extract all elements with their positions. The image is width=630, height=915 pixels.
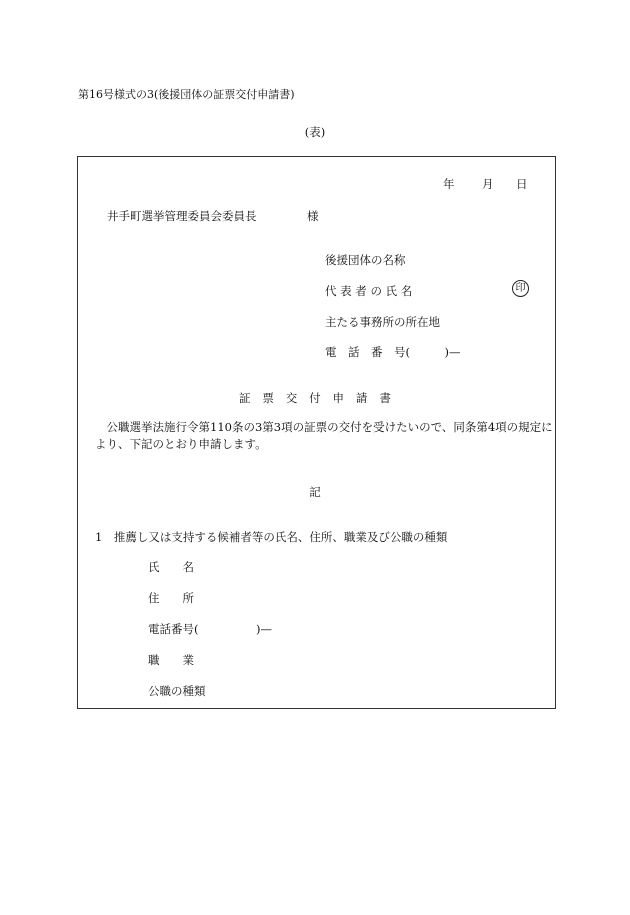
candidate-phone-label: 電話番号( )— bbox=[148, 622, 272, 636]
org-name-label: 後援団体の名称 bbox=[325, 253, 406, 267]
candidate-name-label: 氏 名 bbox=[148, 560, 194, 574]
record-heading: 記 bbox=[309, 485, 321, 499]
seal-mark: 印 bbox=[512, 280, 529, 297]
date-month-label: 月 bbox=[482, 177, 494, 191]
side-label: (表) bbox=[304, 125, 326, 139]
phone-number-label: 電 話 番 号( )— bbox=[325, 345, 461, 359]
candidate-address-label: 住 所 bbox=[148, 591, 194, 605]
candidate-occupation-label: 職 業 bbox=[148, 653, 194, 667]
application-body-text: 公職選挙法施行令第110条の3第3項の証票の交付を受けたいので、同条第4項の規定により、下記のとおり申請します。 bbox=[95, 420, 553, 451]
addressee-honorific: 様 bbox=[307, 209, 319, 223]
representative-name-label: 代 表 者 の 氏 名 bbox=[325, 284, 413, 298]
document-title: 証 票 交 付 申 請 書 bbox=[238, 391, 392, 405]
addressee-name: 井手町選挙管理委員会委員長 bbox=[107, 209, 257, 223]
public-office-type-label: 公職の種類 bbox=[148, 684, 206, 698]
office-location-label: 主たる事務所の所在地 bbox=[325, 315, 440, 329]
date-day-label: 日 bbox=[516, 177, 528, 191]
form-number: 第16号様式の3(後援団体の証票交付申請書) bbox=[78, 88, 295, 101]
item-1-title: 1 推薦し又は支持する候補者等の氏名、住所、職業及び公職の種類 bbox=[95, 530, 448, 544]
date-year-label: 年 bbox=[443, 177, 455, 191]
